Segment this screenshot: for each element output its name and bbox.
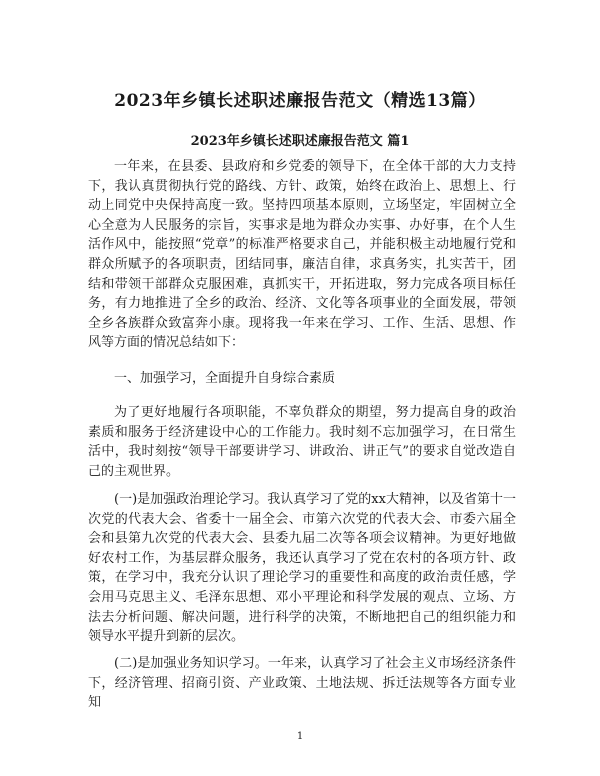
intro-paragraph: 一年来，在县委、县政府和乡党委的领导下，在全体干部的大力支持下，我认真贯彻执行党的路线、方针、政策，始终在政治上、思想上、行动上同党中央保持高度一致。坚持四项基本原则，立场坚定，牢固树立全心全意为人民服务的宗旨，实事求是地为群众办实事、办好事，在个人生活作风中，能按照“党章”的标准严格要求自己，并能积极主动地履行党和群众所赋予的各项职责，团结同事，廉洁自律，求真务实，扎实苦干，团结和带领干部群众克服困难，真抓实干，开拓进取，努力完成各项目标任务，有力地推进了全乡的政治、经济、文化等各项事业的全面发展，带领全乡各族群众致富奔小康。现将我一年来在学习、工作、生活、思想、作风等方面的情况总结如下：: [88, 159, 516, 351]
study-paragraph: 为了更好地履行各项职能，不辜负群众的期望，努力提高自身的政治素质和服务于经济建设中心的工作能力。我时刻不忘加强学习，在日常生活中，我时刻按“领导干部要讲学习、讲政治、讲正气”的要求自觉改造自己的主观世界。: [88, 405, 516, 479]
business-knowledge-paragraph: (二)是加强业务知识学习。一年来，认真学习了社会主义市场经济条件下，经济管理、招商引资、产业政策、土地法规、拆迁法规等各方面专业知: [88, 656, 516, 711]
section-title: 2023年乡镇长述职述廉报告范文 篇1: [190, 134, 410, 149]
document-title: 2023年乡镇长述职述廉报告范文（精选13篇）: [114, 91, 486, 111]
section-heading: 一、加强学习，全面提升自身综合素质: [114, 371, 336, 386]
political-theory-paragraph: (一)是加强政治理论学习。我认真学习了党的xx大精神，以及省第十一次党的代表大会、省委十一届全会、市第六次党的代表大会、市委六届全会和县第九次党的代表大会、县委九届二次等各项会议精神。为更好地做好农村工作，为基层群众服务，我还认真学习了党在农村的各项方针、政策，在学习中，我充分认识了理论学习的重要性和高度的政治责任感，学会用马克思主义、毛泽东思想、邓小平理论和科学发展的观点、立场、方法去分析问题、解决问题，进行科学的决策，不断地把自己的组织能力和领导水平提升到新的层次。: [88, 492, 516, 645]
page-number: 1: [296, 731, 304, 742]
